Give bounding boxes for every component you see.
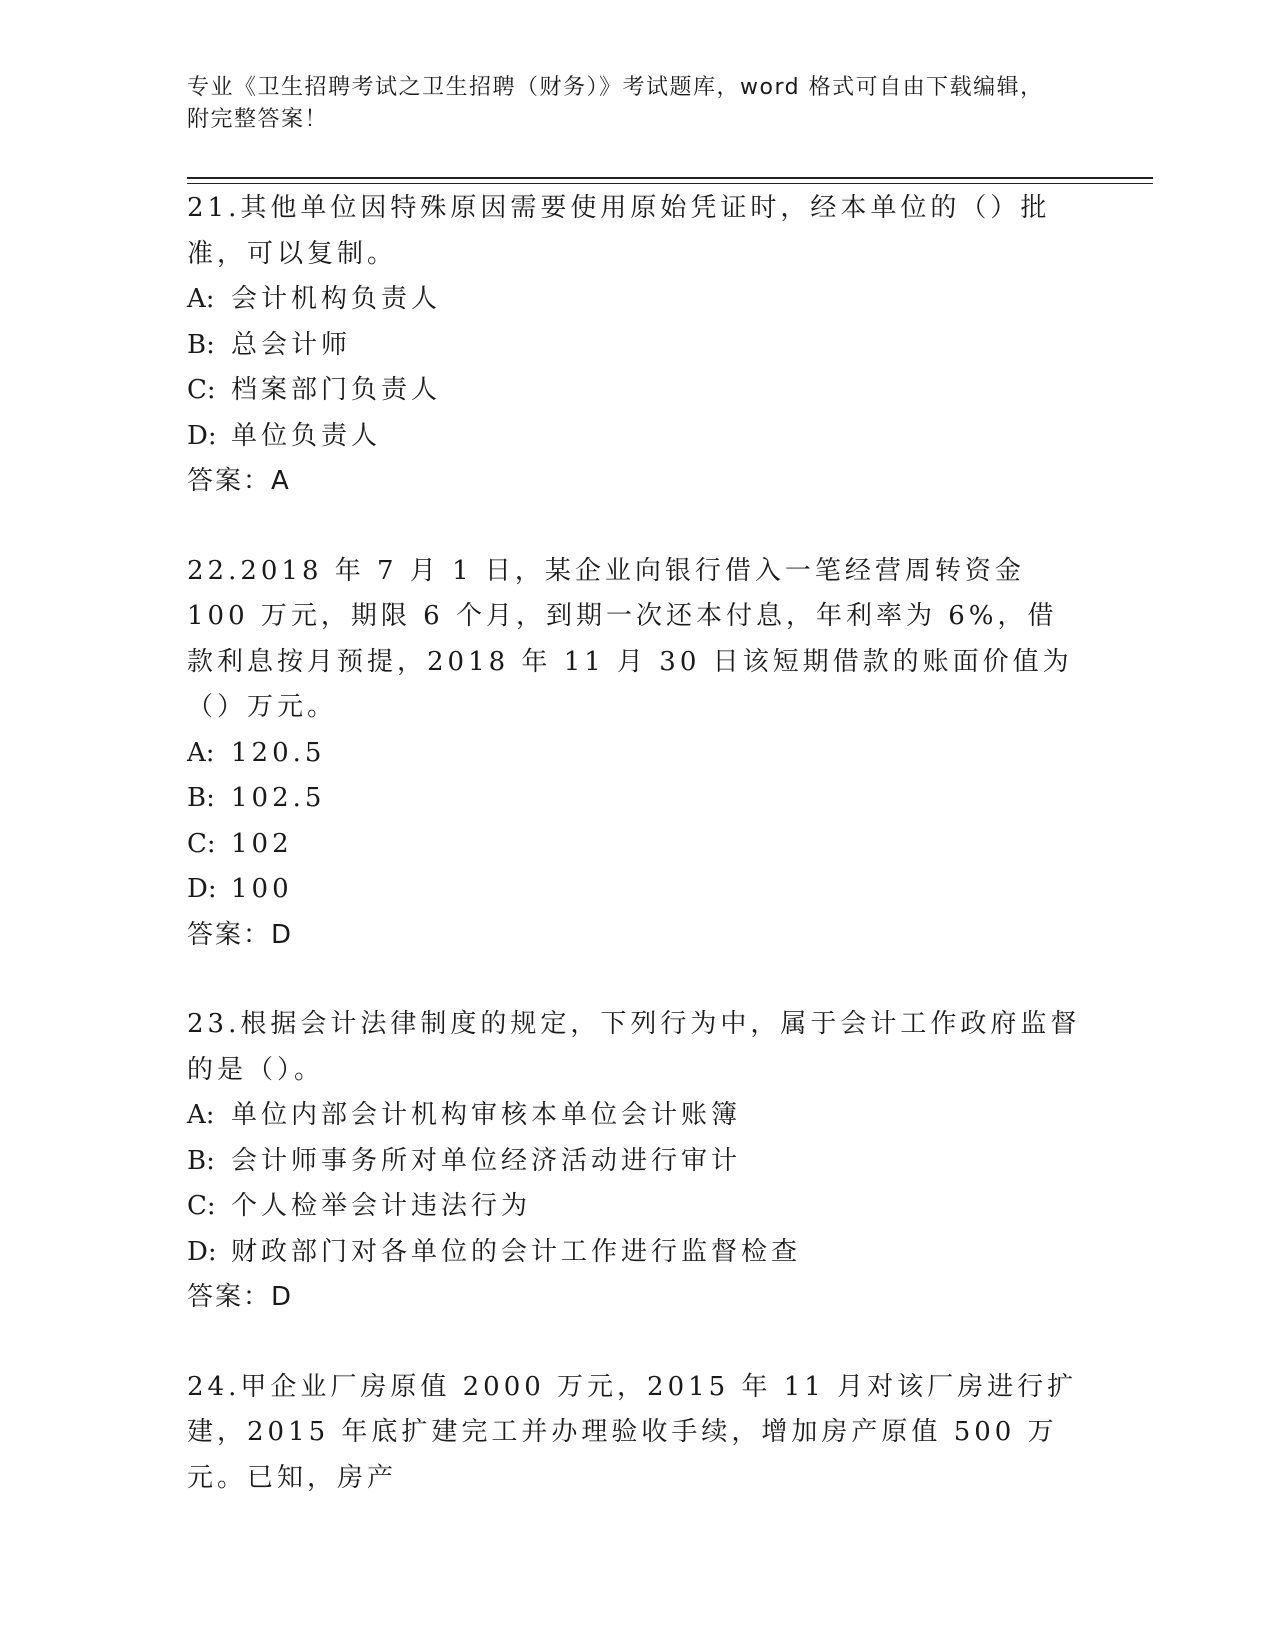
option-text: 102.5 xyxy=(231,783,326,813)
option-letter: A: xyxy=(187,737,215,768)
option-text: 财政部门对各单位的会计工作进行监督检查 xyxy=(231,1236,802,1267)
option-letter: B: xyxy=(187,783,215,813)
question-24 xyxy=(187,1365,1087,1502)
option-text: 120.5 xyxy=(231,737,326,768)
question-21 xyxy=(187,186,1087,505)
answer-line: 答案：D xyxy=(187,919,294,950)
option-letter: A: xyxy=(187,1100,215,1130)
option-d xyxy=(187,867,1087,913)
option-letter: B: xyxy=(187,329,215,360)
option-letter: D: xyxy=(187,420,217,451)
question-23 xyxy=(187,1002,1087,1321)
option-text: 总会计师 xyxy=(231,329,352,360)
question-stem: 22.2018 年 7 月 1 日，某企业向银行借入一笔经营周转资金 100 万元，期限 6 个月，到期一次还本付息，年利率为 6%，借款利息按月预提，2018 年 11 月 30 日该短期借款的账面价值为（）万元。 xyxy=(187,555,1073,722)
question-stem: 21.其他单位因特殊原因需要使用原始凭证时，经本单位的（）批准，可以复制。 xyxy=(187,193,1051,269)
option-a xyxy=(187,731,1087,777)
option-b xyxy=(187,323,1087,369)
question-stem: 24.甲企业厂房原值 2000 万元，2015 年 11 月对该厂房进行扩建，2015 年底扩建完工并办理验收手续，增加房产原值 500 万元。已知，房产 xyxy=(187,1371,1078,1493)
header-rule-thick xyxy=(187,177,1153,179)
option-letter: A: xyxy=(187,284,215,314)
header-rule-thin xyxy=(187,183,1153,184)
option-text: 档案部门负责人 xyxy=(231,375,442,405)
option-letter: C: xyxy=(187,1191,216,1221)
option-b xyxy=(187,1139,1087,1185)
option-c xyxy=(187,822,1087,868)
option-c xyxy=(187,1184,1087,1230)
question-22 xyxy=(187,549,1087,959)
document-header: 专业《卫生招聘考试之卫生招聘（财务）》考试题库，word 格式可自由下载编辑，附完整答案！ xyxy=(187,75,1044,132)
option-letter: B: xyxy=(187,1145,215,1176)
option-a xyxy=(187,277,1087,323)
option-b xyxy=(187,776,1087,822)
option-text: 单位负责人 xyxy=(231,420,382,451)
option-letter: C: xyxy=(187,828,216,859)
option-text: 100 xyxy=(231,874,293,904)
option-d xyxy=(187,1230,1087,1276)
option-letter: C: xyxy=(187,375,216,405)
question-list xyxy=(187,186,1087,1545)
option-letter: D: xyxy=(187,874,217,904)
option-letter: D: xyxy=(187,1236,217,1267)
option-a xyxy=(187,1093,1087,1139)
option-text: 102 xyxy=(231,828,293,859)
answer-line: 答案：A xyxy=(187,466,291,496)
question-stem: 23.根据会计法律制度的规定，下列行为中，属于会计工作政府监督的是（）。 xyxy=(187,1009,1081,1085)
option-text: 会计机构负责人 xyxy=(231,284,442,314)
option-d xyxy=(187,414,1087,460)
option-c xyxy=(187,368,1087,414)
option-text: 会计师事务所对单位经济活动进行审计 xyxy=(231,1145,742,1176)
option-text: 单位内部会计机构审核本单位会计账簿 xyxy=(231,1100,742,1130)
option-text: 个人检举会计违法行为 xyxy=(231,1191,532,1221)
answer-line: 答案：D xyxy=(187,1282,294,1312)
